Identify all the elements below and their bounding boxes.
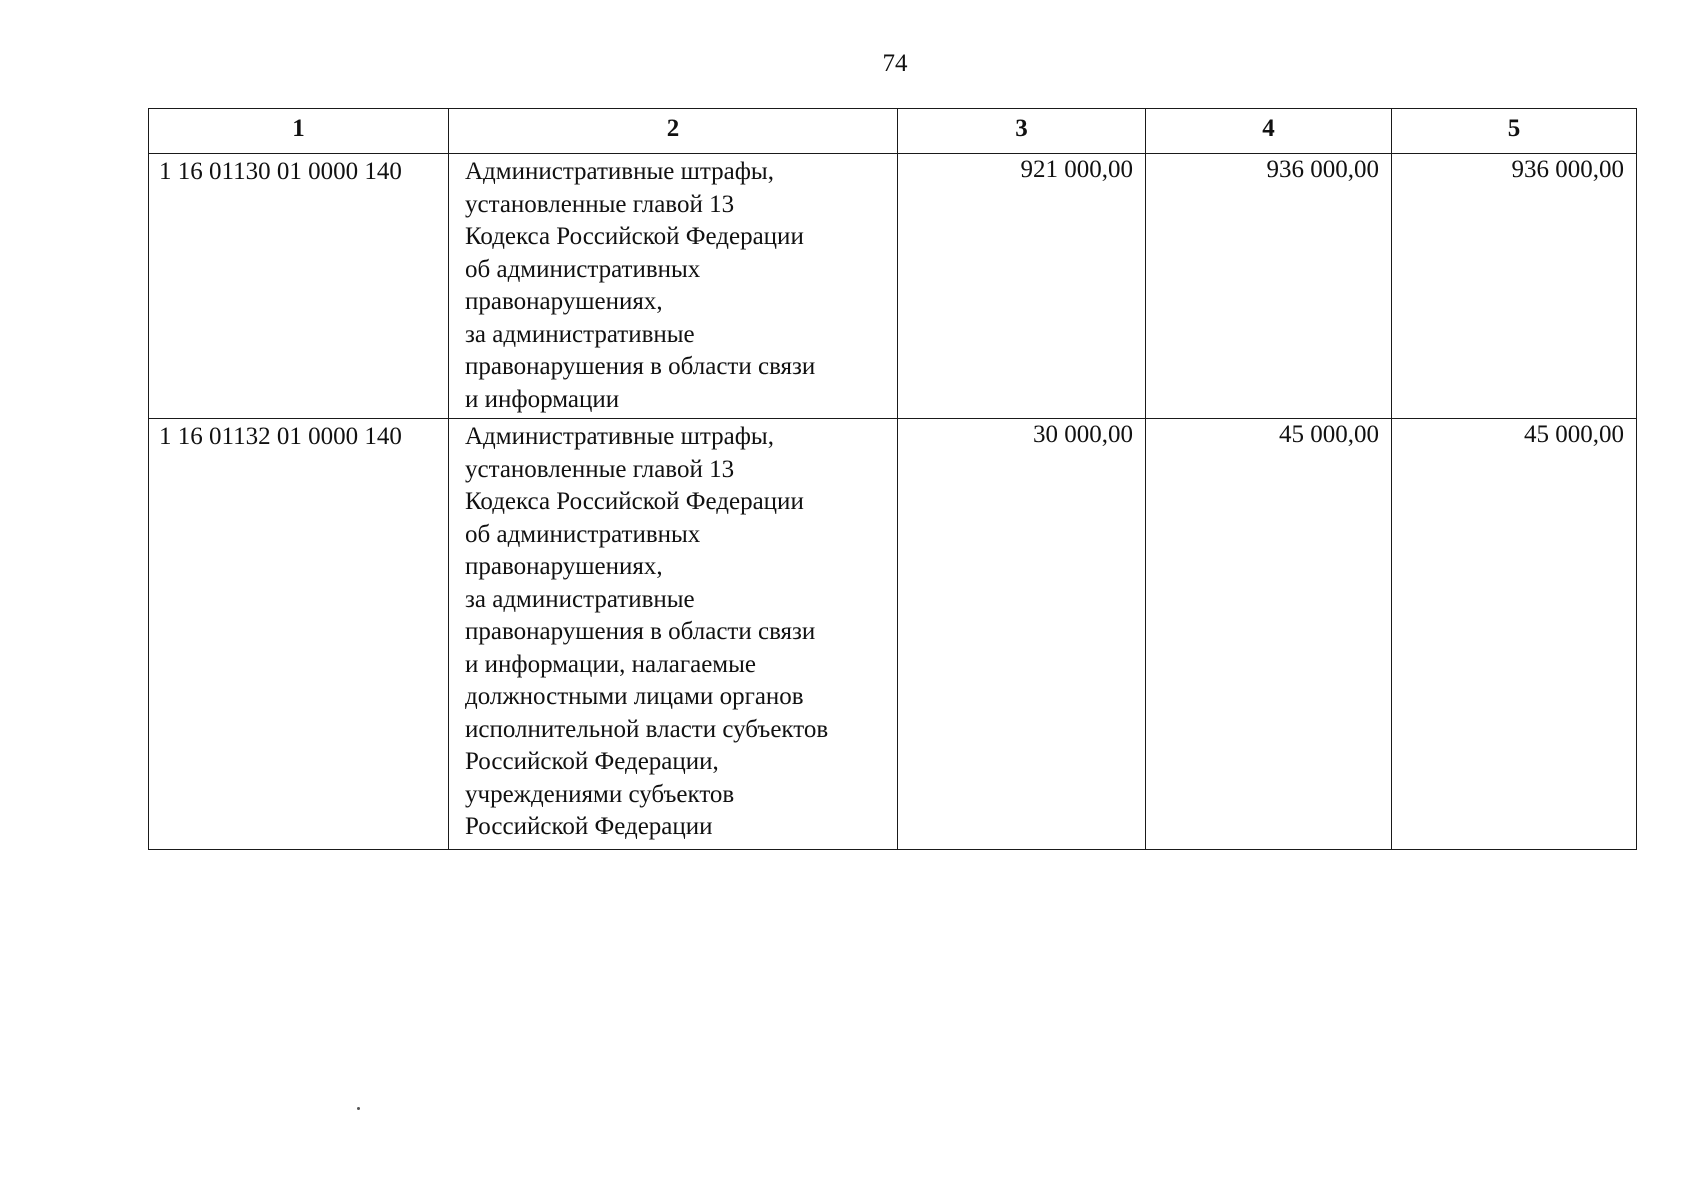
description-line: за административные [465,585,695,613]
description-line: Кодекса Российской Федерации [465,223,804,250]
description-cell [449,154,898,419]
column-header-3: 3 [898,109,1146,154]
amount-col4-cell: 45 000,00 [1146,419,1392,850]
description-line: правонарушениях, [465,553,663,580]
description-line: правонарушения в области связи [465,353,816,380]
amount-col4-cell: 936 000,00 [1146,154,1392,419]
amount-col3-cell: 921 000,00 [898,154,1146,419]
description-line: правонарушения в области связи [465,618,816,645]
description-line: учреждениями субъектов [465,780,735,808]
budget-code-cell: 1 16 01132 01 0000 140 [149,419,449,850]
description-line: правонарушениях, [465,288,663,315]
amount-col5-cell: 45 000,00 [1392,419,1637,850]
table-row [149,154,1637,419]
description-line: и информации, налагаемые [465,650,757,678]
description-line: Российской Федерации, [465,748,719,775]
description-line: должностными лицами органов [465,683,804,710]
amount-col3-cell: 30 000,00 [898,419,1146,850]
table-row [149,419,1637,850]
budget-table [148,108,1637,850]
description-line: Российской Федерации [465,813,713,840]
description-line: установленные главой 13 [465,190,735,218]
description-line: Административные штрафы, [465,423,774,450]
description-cell [449,419,898,850]
column-header-5: 5 [1392,109,1637,154]
column-header-1: 1 [149,109,449,154]
scan-speck [357,1107,360,1110]
description-line: Кодекса Российской Федерации [465,488,804,515]
description-line: об административных [465,255,701,283]
column-header-4: 4 [1146,109,1392,154]
description-line: и информации [465,385,620,413]
table-header-row [149,109,1637,154]
description-line: исполнительной власти субъектов [465,715,829,743]
description-line: за административные [465,320,695,348]
budget-table-container [148,108,1636,850]
description-line: об административных [465,520,701,548]
description-line: Административные штрафы, [465,158,774,185]
column-header-2: 2 [449,109,898,154]
page-number: 74 [882,50,908,77]
description-line: установленные главой 13 [465,455,735,483]
amount-col5-cell: 936 000,00 [1392,154,1637,419]
budget-code-cell: 1 16 01130 01 0000 140 [149,154,449,419]
